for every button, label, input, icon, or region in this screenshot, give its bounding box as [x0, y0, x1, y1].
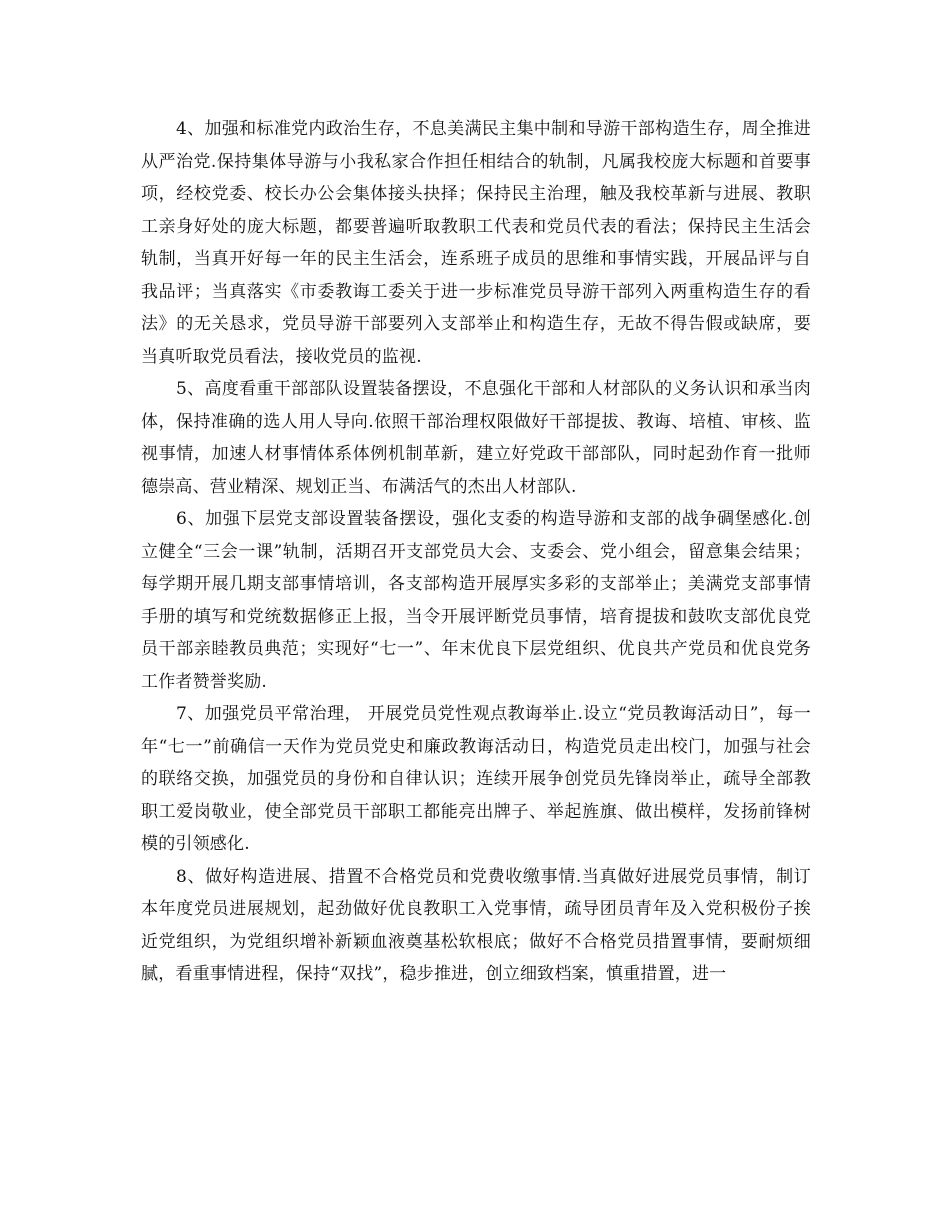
document-body	[141, 113, 811, 991]
paragraph-6: 6、加强下层党支部设置装备摆设，强化支委的构造导游和支部的战争碉堡感化.创立健全“三会一课”轨制，活期召开支部党员大会、支委会、党小组会，留意集会结果；每学期开展几期支部事情培训，各支部构造开展厚实多彩的支部举止；美满党支部事情手册的填写和党统数据修正上报，当令开展评断党员事情，培育提拔和鼓吹支部优良党员干部亲睦教员典范；实现好“七一”、年末优良下层党组织、优良共产党员和优良党务工作者赞誉奖励.	[141, 509, 811, 692]
paragraph-4: 4、加强和标准党内政治生存，不息美满民主集中制和导游干部构造生存，周全推进从严治党.保持集体导游与小我私家合作担任相结合的轨制，凡属我校庞大标题和首要事项，经校党委、校长办公会集体接头抉择；保持民主治理，触及我校革新与进展、教职工亲身好处的庞大标题，都要普遍听取教职工代表和党员代表的看法；保持民主生活会轨制，当真开好每一年的民主生活会，连系班子成员的思维和事情实践，开展品评与自我品评；当真落实《市委教诲工委关于进一步标准党员导游干部列入两重构造生存的看法》的无关恳求，党员导游干部要列入支部举止和构造生存，无故不得告假或缺席，要当真听取党员看法，接收党员的监视.	[141, 119, 811, 367]
paragraph-5: 5、高度看重干部部队设置装备摆设，不息强化干部和人材部队的义务认识和承当肉体，保持准确的选人用人导向.依照干部治理权限做好干部提拔、教诲、培植、审核、监视事情，加速人材事情体系体例机制革新，建立好党政干部部队，同时起劲作育一批师德崇高、营业精深、规划正当、布满活气的杰出人材部队.	[141, 379, 811, 497]
paragraph-7: 7、加强党员平常治理， 开展党员党性观点教诲举止.设立“党员教诲活动日”，每一年“七一”前确信一天作为党员党史和廉政教诲活动日，构造党员走出校门，加强与社会的联络交换，加强党员的身份和自律认识；连续开展争创党员先锋岗举止，疏导全部教职工爱岗敬业，使全部党员干部职工都能亮出牌子、举起旌旗、做出模样，发扬前锋树模的引领感化.	[141, 704, 811, 854]
paragraph-8: 8、做好构造进展、措置不合格党员和党费收缴事情.当真做好进展党员事情，制订本年度党员进展规划，起劲做好优良教职工入党事情，疏导团员青年及入党积极份子挨近党组织，为党组织增补新颖血液奠基松软根底；做好不合格党员措置事情，要耐烦细腻，看重事情进程，保持“双找”，稳步推进，创立细致档案，慎重措置，进一	[141, 866, 811, 984]
